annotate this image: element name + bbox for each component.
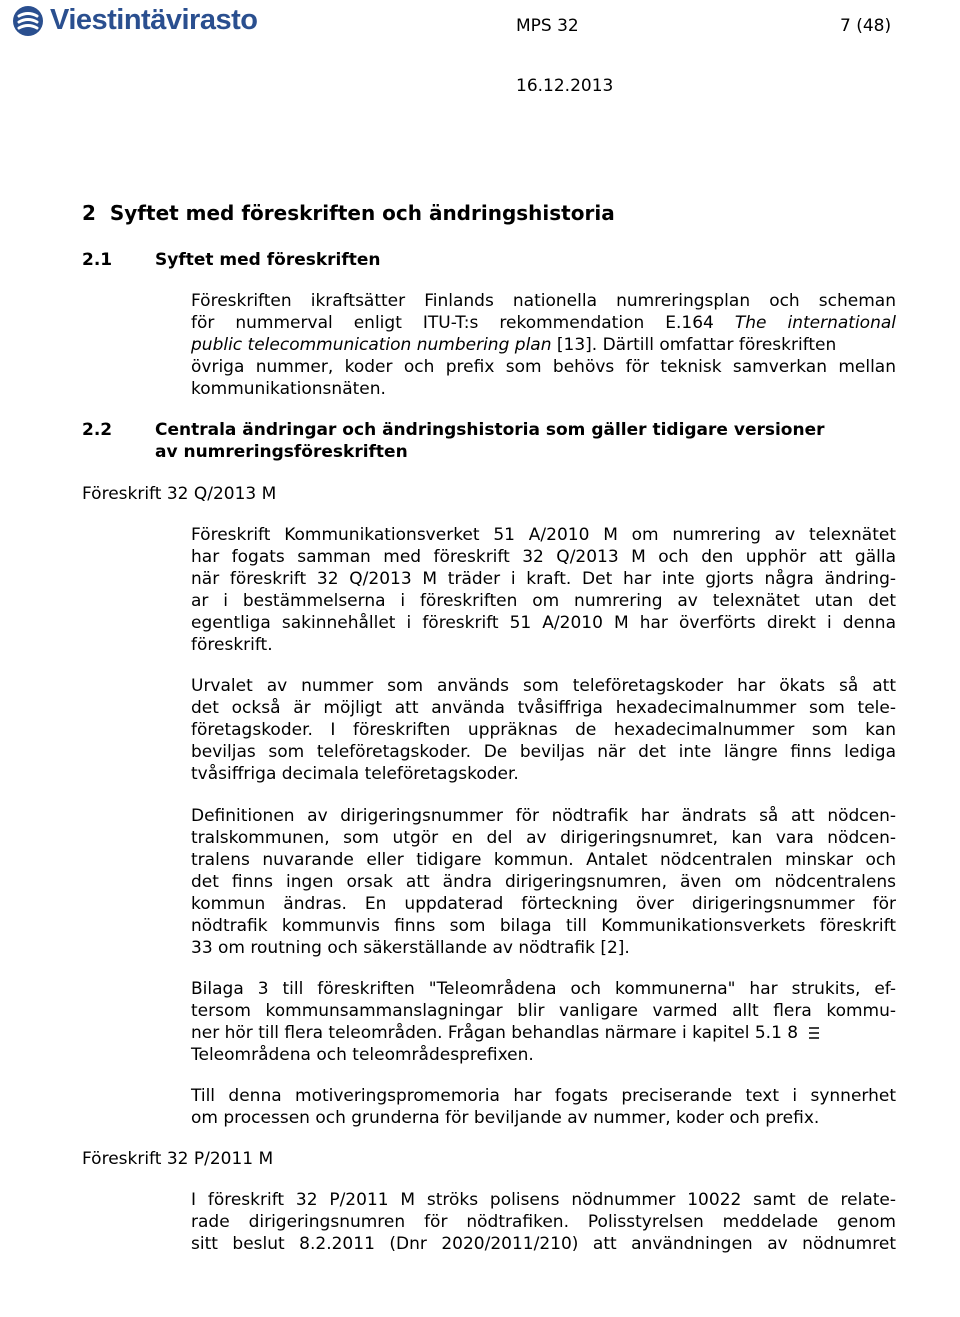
section-number: 2.2 bbox=[82, 420, 113, 440]
regulation-label: Föreskrift 32 P/2011 M bbox=[82, 1149, 274, 1169]
paragraph bbox=[191, 524, 896, 656]
text-line: företagskoder. I föreskriften uppräknas de hexadecimalnummer som kan bbox=[191, 720, 896, 740]
document-date: 16.12.2013 bbox=[516, 76, 614, 96]
section-2-1-heading bbox=[82, 249, 782, 271]
text-line: om processen och grunderna för beviljande av nummer, koder och prefix. bbox=[191, 1108, 820, 1128]
section-2-2-heading bbox=[82, 419, 882, 463]
paragraph bbox=[191, 675, 896, 785]
text-line: I föreskrift 32 P/2011 M ströks polisens nödnummer 10022 samt de relate- bbox=[191, 1190, 896, 1210]
text-line: Teleområdena och teleområdesprefixen. bbox=[191, 1045, 534, 1065]
text-line: det också är möjligt att använda tvåsiffriga hexadecimalnummer som tele- bbox=[191, 698, 896, 718]
text-line: rade dirigeringsnumren för nödtrafiken. Polisstyrelsen meddelade genom bbox=[191, 1212, 896, 1232]
arrow-symbol-icon bbox=[808, 1026, 820, 1040]
text-line: tersom kommunsammanslagningar blir vanligare varmed allt flera kommu- bbox=[191, 1001, 896, 1021]
text-line: Föreskrift Kommunikationsverket 51 A/2010 M om numrering av telexnätet bbox=[191, 525, 896, 545]
paragraph bbox=[191, 1085, 896, 1129]
text-line: egentliga sakinnehållet i föreskrift 51 A/2010 M har överförts direkt i denna bbox=[191, 613, 896, 633]
section-title: Syftet med föreskriften bbox=[155, 250, 381, 270]
viestintavirasto-logo-icon bbox=[12, 5, 44, 37]
page-number: 7 (48) bbox=[840, 16, 892, 36]
text-line: Definitionen av dirigeringsnummer för nödtrafik har ändrats så att nödcen- bbox=[191, 806, 896, 826]
italic-citation: public telecommunication numbering plan bbox=[191, 335, 552, 355]
section-title-line: av numreringsföreskriften bbox=[155, 442, 408, 462]
text-line: ner hör till flera teleområden. Frågan behandlas närmare i kapitel 5.1 8 bbox=[191, 1022, 896, 1044]
text-line: sitt beslut 8.2.2011 (Dnr 2020/2011/210) att användningen av nödnumret bbox=[191, 1234, 896, 1254]
text-line: kommun ändras. En uppdaterad förteckning över dirigeringsnummer för bbox=[191, 894, 896, 914]
text-line: tralskommunen, som utgör en del av dirigeringsnumret, kan vara nödcen- bbox=[191, 828, 896, 848]
text-line: övriga nummer, koder och prefix som behövs för teknisk samverkan mellan bbox=[191, 357, 896, 377]
text-line: föreskrift. bbox=[191, 635, 273, 655]
org-name: Viestintävirasto bbox=[50, 4, 258, 36]
paragraph bbox=[191, 978, 896, 1066]
section-title: Syftet med föreskriften och ändringshistoria bbox=[109, 201, 615, 225]
section-number: 2 bbox=[82, 201, 96, 225]
text-line: Bilaga 3 till föreskriften "Teleområdena och kommunerna" har strukits, ef- bbox=[191, 979, 896, 999]
text-line: tvåsiffriga decimala teleföretagskoder. bbox=[191, 764, 519, 784]
paragraph bbox=[191, 805, 896, 959]
text-line: ar i bestämmelserna i föreskriften om numrering av telexnätet utan det bbox=[191, 591, 896, 611]
text-line: beviljas som teleföretagskoder. De beviljas när det inte längre finns lediga bbox=[191, 742, 896, 762]
italic-citation: The international bbox=[734, 313, 896, 333]
text-line: kommunikationsnäten. bbox=[191, 379, 386, 399]
text-line: public telecommunication numbering plan [13]. Därtill omfattar föreskriften bbox=[191, 335, 837, 355]
text-line: Till denna motiveringspromemoria har fogats preciserande text i synnerhet bbox=[191, 1086, 896, 1106]
regulation-label: Föreskrift 32 Q/2013 M bbox=[82, 484, 277, 504]
text-line: för nummerval enligt ITU-T:s rekommendation E.164 The international bbox=[191, 313, 896, 333]
text-line: tralens nuvarande eller tidigare kommun. Antalet nödcentralen minskar och bbox=[191, 850, 896, 870]
section-2-1-paragraph bbox=[191, 290, 896, 400]
text-line: Föreskriften ikraftsätter Finlands nationella numreringsplan och scheman bbox=[191, 291, 896, 311]
text-line: 33 om routning och säkerställande av nödtrafik [2]. bbox=[191, 938, 630, 958]
text-line: det finns ingen orsak att ändra dirigeringsnumren, även om nödcentralens bbox=[191, 872, 896, 892]
document-code: MPS 32 bbox=[516, 16, 579, 36]
section-number: 2.1 bbox=[82, 250, 113, 270]
paragraph bbox=[191, 1189, 896, 1255]
text-line: Urvalet av nummer som används som teleföretagskoder har ökats så att bbox=[191, 676, 896, 696]
text-line: nödtrafik kommunvis finns som bilaga till Kommunikationsverkets föreskrift bbox=[191, 916, 896, 936]
section-2-heading bbox=[82, 201, 615, 225]
section-title-line: Centrala ändringar och ändringshistoria som gäller tidigare versioner bbox=[155, 420, 825, 440]
org-logo bbox=[12, 4, 257, 37]
text-line: när föreskrift 32 Q/2013 M träder i kraft. Det har inte gjorts några ändring- bbox=[191, 569, 896, 589]
text-line: har fogats samman med föreskrift 32 Q/2013 M och den upphör att gälla bbox=[191, 547, 896, 567]
